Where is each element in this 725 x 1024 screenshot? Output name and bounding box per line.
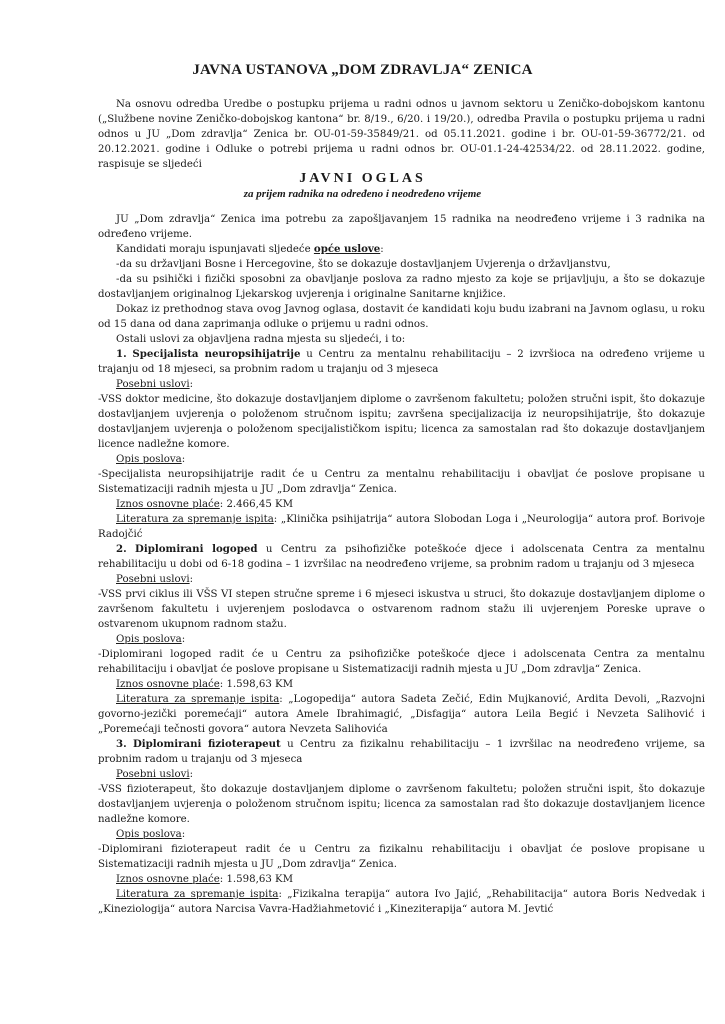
position-heading	[98, 737, 705, 767]
salary-value: 2.466,45 KM	[226, 499, 294, 510]
position-description-head: u Centru za mentalnu rehabilitaciju – 2 izvršioca na određeno vrijeme u trajanju od 18 mjeseci, sa probnim radom u trajanju od 3 mjeseca	[98, 349, 705, 375]
hiring-need-paragraph: JU „Dom zdravlja“ Zenica ima potrebu za zapošljavanjem 15 radnika na neodređeno vrijeme i 3 radnika na određeno vrijeme.	[98, 214, 705, 240]
position-number: 3.	[116, 738, 127, 750]
literature-value: „Fizikalna terapija“ autora Ivo Jajić, „Rehabilitacija“ autora Boris Nedvedak i „Kineziologija“ autora Narcisa Vavra-Hadžiahmetović i „Kineziterapija“ autora M. Jevtić	[98, 889, 706, 915]
special-conditions-label-text: Posebni uslovi	[116, 574, 190, 585]
general-conditions-text: Kandidati moraju ispunjavati sljedeće	[116, 244, 311, 255]
general-condition-item: -da su psihički i fizički sposobni za obavljanje poslova za radno mjesto za koje se prijavljuju, a što se dokazuje dostavljanjem originalnog Ljekarskog uvjerenja i originalne Sanitarne knjižice.	[98, 274, 705, 300]
position-description-head: u Centru za psihofizičke poteškoće djece i adolscenata Centra za mentalnu rehabilitaciju u dobi od 6-18 godina – 1 izvršilac na neodređeno vrijeme, sa probnim radom u trajanju od 3 mjeseca	[98, 544, 705, 570]
special-conditions-label: Posebni uslovi:	[116, 379, 194, 390]
other-conditions-intro: Ostali uslovi za objavljena radna mjesta su sljedeći, i to:	[116, 334, 406, 345]
job-description-label: Opis poslova:	[116, 829, 186, 840]
position-number: 2.	[116, 543, 127, 555]
special-conditions-label-text: Posebni uslovi	[116, 769, 190, 780]
special-conditions-label: Posebni uslovi:	[116, 769, 194, 780]
legal-basis-paragraph: Na osnovu odredba Uredbe o postupku prijema u radni odnos u javnom sektoru u Zeničko-dobojskom kantonu („Službene novine Zeničko-dobojskog kantona“ br. 8/19., 6/20. i 19/20.), odredba Pravila o postupku prijema u radni odnos u JU „Dom zdravlja“ Zenica br. OU-01-59-35849/21. od 05.11.2021. godine i br. OU-01-59-36772/21. od 20.12.2021. godine i Odluke o potrebi prijema u radni odnos br. OU-01.1-24-42534/22. od 28.11.2022. godine, raspisuje se sljedeći	[98, 99, 705, 170]
special-conditions-text: -VSS prvi ciklus ili VŠS VI stepen stručne spreme i 6 mjeseci iskustva u struci, što dokazuje dostavljanjem diplome o završenom fakultetu i uvjerenjem poslodavca o ostvarenom radnom stažu ili uvjerenjem Poreske uprave o ostvarenom ukupnom radnom stažu.	[98, 589, 705, 630]
salary-line: Iznos osnovne plaće: 1.598,63 KM	[116, 679, 294, 690]
literature-value: „Logopedija“ autora Sadeta Zečić, Edin Mujkanović, Ardita Devoli, „Razvojni govorno-jezički poremećaji“ autora Amele Ibrahimagić, „Disfagija“ autora Leila Begić i Nevzeta Salihović i „Poremećaji tečnosti govora“ autora Nevzeta Salihovića	[98, 694, 705, 735]
position-title: Diplomirani logoped	[135, 543, 258, 555]
general-conditions-colon: :	[380, 244, 384, 255]
salary-line: Iznos osnovne plaće: 1.598,63 KM	[116, 874, 294, 885]
position-heading	[98, 542, 705, 572]
job-description-label: Opis poslova:	[116, 634, 186, 645]
position-description-head: u Centru za fizikalnu rehabilitaciju – 1 izvršilac na neodređeno vrijeme, sa probnim radom u trajanju od 3 mjeseca	[98, 739, 705, 765]
literature-label: Literatura za spremanje ispita	[116, 694, 280, 705]
position-heading	[98, 347, 705, 377]
job-description-label: Opis poslova:	[116, 454, 186, 465]
general-conditions-term: opće uslove	[313, 243, 381, 255]
special-conditions-text: -VSS doktor medicine, što dokazuje dostavljanjem diplome o završenom fakultetu; položen stručni ispit, što dokazuje dostavljanjem uvjerenja o položenom stručnom ispitu; završena specijalizacija iz neuropsihijatrije, što dokazuje dostavljanjem uvjerenja o položenom specijalističkom ispitu; licenca za samostalan rad što dokazuje dostavljanjem licence nadležne komore.	[98, 394, 705, 450]
literature-line: Literatura za spremanje ispita: „Fizikalna terapija“ autora Ivo Jajić, „Rehabilitacija“ autora Boris Nedvedak i „Kineziologija“ autora Narcisa Vavra-Hadžiahmetović i „Kineziterapija“ autora M. Jevtić	[98, 889, 706, 915]
salary-label: Iznos osnovne plaće	[116, 499, 220, 510]
salary-label: Iznos osnovne plaće	[116, 679, 220, 690]
literature-line: Literatura za spremanje ispita: „Klinička psihijatrija“ autora Slobodan Loga i „Neurologija“ autora prof. Borivoje Radojčić	[98, 514, 706, 540]
job-description-label-text: Opis poslova	[116, 454, 182, 465]
institution-title: JAVNA USTANOVA „DOM ZDRAVLJA“ ZENICA	[192, 62, 533, 78]
job-description-label-text: Opis poslova	[116, 634, 182, 645]
special-conditions-text: -VSS fizioterapeut, što dokazuje dostavljanjem diplome o završenom fakultetu; položen stručni ispit, što dokazuje dostavljanjem uvjerenja o položenom stručnom ispitu; licenca za samostalan rad što dokazuje dostavljanjem licence nadležne komore.	[98, 784, 705, 825]
salary-line: Iznos osnovne plaće: 2.466,45 KM	[116, 499, 294, 510]
proof-paragraph: Dokaz iz prethodnog stava ovog Javnog oglasa, dostavit će kandidati koju budu izabrani na Javnom oglasu, u roku od 15 dana od dana zaprimanja odluke o prijemu u radni odnos.	[98, 304, 705, 330]
salary-value: 1.598,63 KM	[226, 874, 294, 885]
literature-label: Literatura za spremanje ispita	[116, 889, 279, 900]
job-description-text: -Diplomirani logoped radit će u Centru za psihofizičke poteškoće djece i adolscenata Centra za mentalnu rehabilitaciju i obavljat će poslove propisane u Sistematizaciji radnih mjesta u JU „Dom zdravlja“ Zenica.	[98, 649, 705, 675]
notice-body	[98, 212, 705, 917]
special-conditions-label-text: Posebni uslovi	[116, 379, 190, 390]
position-title: Diplomirani fizioterapeut	[132, 738, 281, 750]
job-description-text: -Specijalista neuropsihijatrije radit će u Centru za mentalnu rehabilitaciju i obavljat će poslove propisane u Sistematizaciji radnih mjesta u JU „Dom zdravlja“ Zenica.	[98, 469, 705, 495]
general-conditions-intro	[98, 242, 705, 257]
notice-subheading: za prijem radnika na određeno i neodređeno vrijeme	[243, 188, 482, 200]
job-description-text: -Diplomirani fizioterapeut radit će u Centru za fizikalnu rehabilitaciju i obavljat će poslove propisane u Sistematizaciji radnih mjesta u JU „Dom zdravlja“ Zenica.	[98, 844, 705, 870]
special-conditions-label: Posebni uslovi:	[116, 574, 194, 585]
salary-label: Iznos osnovne plaće	[116, 874, 220, 885]
salary-value: 1.598,63 KM	[226, 679, 294, 690]
literature-label: Literatura za spremanje ispita	[116, 514, 274, 525]
position-number: 1.	[116, 348, 127, 360]
notice-heading: JAVNI OGLAS	[299, 171, 426, 186]
general-condition-item: -da su državljani Bosne i Hercegovine, što se dokazuje dostavljanjem Uvjerenja o državljanstvu,	[116, 259, 611, 270]
position-title: Specijalista neuropsihijatrije	[132, 348, 301, 360]
literature-line: Literatura za spremanje ispita: „Logopedija“ autora Sadeta Zečić, Edin Mujkanović, Ardita Devoli, „Razvojni govorno-jezički poremećaji“ autora Amele Ibrahimagić, „Disfagija“ autora Leila Begić i Nevzeta Salihović i „Poremećaji tečnosti govora“ autora Nevzeta Salihovića	[98, 694, 705, 735]
job-description-label-text: Opis poslova	[116, 829, 182, 840]
literature-value: „Klinička psihijatrija“ autora Slobodan Loga i „Neurologija“ autora prof. Borivoje Radojčić	[98, 514, 706, 540]
